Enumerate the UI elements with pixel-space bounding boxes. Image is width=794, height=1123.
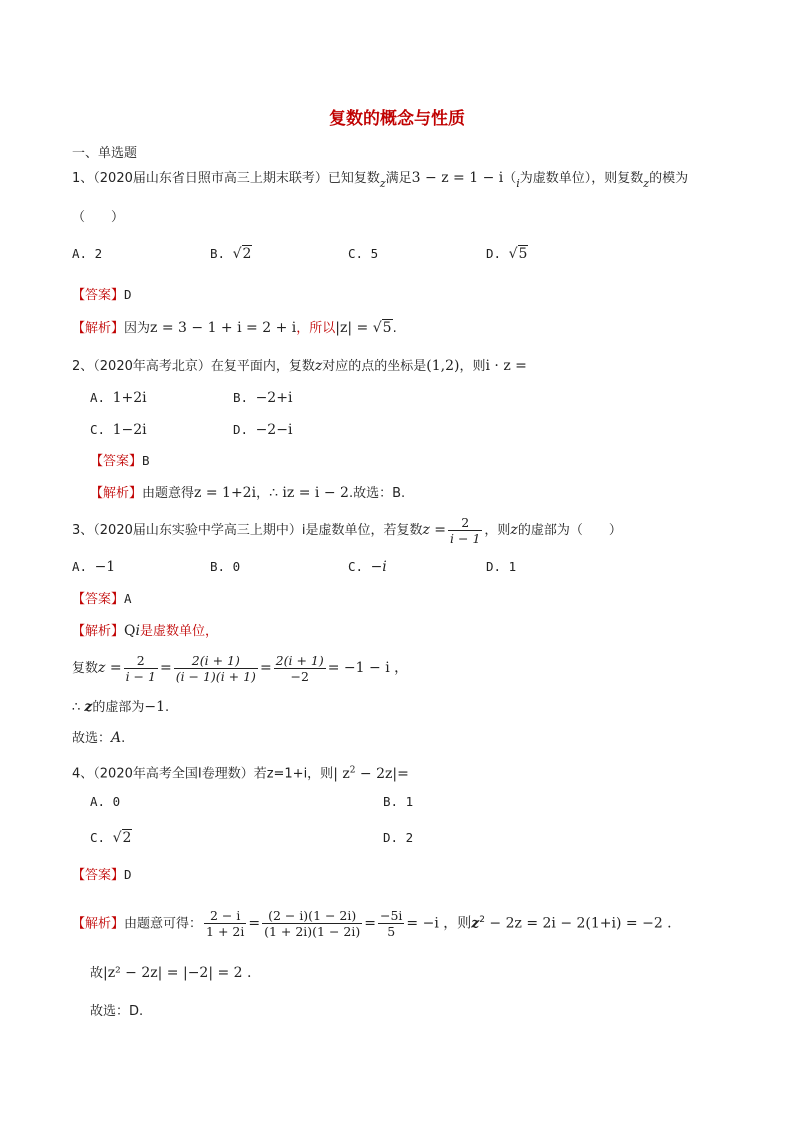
q4-f3-den: 5 xyxy=(378,923,404,939)
q1-i: i xyxy=(516,177,520,190)
q4-line1-sup: 2 xyxy=(479,915,485,925)
q3-answer xyxy=(72,589,132,610)
q4-line1-end: − 2z = 2i − 2(1+i) = −2 . xyxy=(484,915,672,932)
q1-option-c: C. 5 xyxy=(348,246,379,261)
q1-option-b-label: B. xyxy=(210,246,233,261)
q2-analysis-a: 由题意得 xyxy=(142,486,195,501)
q3-line4-a: 故选： xyxy=(72,731,112,746)
q4-answer-value: D xyxy=(124,867,132,882)
q1-suffix: 的模为 xyxy=(649,171,689,186)
q4-analysis-line2 xyxy=(90,963,252,984)
q4-analysis-a: 由题意可得： xyxy=(124,916,203,932)
q2-prefix: 2、（2020年高考北京）在复平面内，复数 xyxy=(72,359,315,374)
q4-option-d: D. 2 xyxy=(383,830,414,845)
q3-line2-end: = −1 − i ， xyxy=(327,660,409,676)
q3-option-c xyxy=(348,557,387,577)
q3-option-a-label: A. xyxy=(72,559,95,574)
q1-answer-value: D xyxy=(124,287,132,302)
q4-f2-num: (2 − i)(1 − 2i) xyxy=(268,908,357,924)
q3-prefix: 3、（2020届山东实验中学高三上期中）i是虚数单位，若复数 xyxy=(72,523,423,538)
q3-line2-frac2 xyxy=(174,653,258,684)
q3-analysis-line2 xyxy=(72,646,408,691)
q3-option-c-value: −i xyxy=(370,559,387,575)
q3-option-d: D. 1 xyxy=(486,559,517,574)
q3-mid: ，则 xyxy=(484,523,511,538)
question-2 xyxy=(72,356,527,377)
q4-f1-den: 1 + 2i xyxy=(206,924,245,940)
q2-option-a-label: A. xyxy=(90,390,113,405)
q4-line1-mid: = −i ，则 xyxy=(406,915,472,932)
analysis-tag: 【解析】 xyxy=(72,321,125,336)
q1-option-d xyxy=(486,244,528,264)
q3-analysis-i: i xyxy=(135,623,140,639)
q3-answer-value: A xyxy=(124,591,132,606)
analysis-tag: 【解析】 xyxy=(90,486,143,501)
q3-eq-2: = xyxy=(259,660,272,676)
q4-option-a: A. 0 xyxy=(90,794,121,809)
q2-option-d xyxy=(233,420,292,440)
q1-option-d-label: D. xyxy=(486,246,509,261)
q4-line2-abs: |z² − 2z| = |−2| = 2 . xyxy=(103,965,252,981)
q2-option-b xyxy=(233,388,292,408)
question-1 xyxy=(72,168,688,189)
q3-analysis-line3 xyxy=(72,697,169,718)
q1-analysis xyxy=(72,318,397,339)
q2-expr: i · z = xyxy=(485,358,527,374)
q4-eq-2: = xyxy=(364,915,376,932)
q1-mid: 满足 xyxy=(385,171,412,186)
answer-tag: 【答案】 xyxy=(72,288,125,303)
q1-answer xyxy=(72,285,132,306)
q3-f3-num: 2(i + 1) xyxy=(275,653,324,668)
q3-option-a xyxy=(72,557,115,577)
q3-option-b: B. 0 xyxy=(210,559,241,574)
q4-option-c xyxy=(90,828,132,848)
q3-line2-lhs: z = xyxy=(98,660,122,676)
q3-line3-z: z xyxy=(84,699,93,715)
q4-analysis xyxy=(72,898,672,946)
q4-analysis-line3: 故选：D. xyxy=(90,1004,144,1019)
q2-option-a xyxy=(90,388,147,408)
question-4 xyxy=(72,760,409,785)
q3-line3-mid: 的虚部为 xyxy=(92,700,145,715)
q4-f3-num: −5i xyxy=(379,908,403,924)
q1-analysis-end: . xyxy=(392,321,397,336)
q4-line1-z: z xyxy=(471,915,480,932)
q2-option-d-value: −2−i xyxy=(255,422,293,438)
q4-line2-a: 故 xyxy=(90,966,104,981)
q4-option-c-sqrt: √2 xyxy=(112,830,132,846)
q4-f1-num: 2 − i xyxy=(210,908,241,924)
q2-option-c xyxy=(90,420,147,440)
q3-analysis xyxy=(72,621,218,642)
q3-frac-num: 2 xyxy=(461,515,470,530)
q2-option-a-value: 1+2i xyxy=(112,390,147,406)
q2-answer xyxy=(90,451,150,472)
analysis-tag: 【解析】 xyxy=(72,624,125,639)
q3-f1-num: 2 xyxy=(136,653,145,668)
answer-tag: 【答案】 xyxy=(72,592,125,607)
q2-analysis-c: .故选：B. xyxy=(348,486,406,501)
q1-prefix: 1、（2020届山东省日照市高三上期末联考）已知复数 xyxy=(72,171,380,186)
q1-analysis-sqrt: √5 xyxy=(372,320,392,336)
q3-fraction xyxy=(448,515,482,546)
q4-expr-b: − 2z|= xyxy=(355,765,409,782)
q1-analysis-eq: z = 3 − 1 + i = 2 + i xyxy=(150,320,297,336)
q4-prefix: 4、（2020年高考全国Ⅰ卷理数）若z=1+i，则 xyxy=(72,766,334,782)
q2-suffix: ，则 xyxy=(459,359,486,374)
q1-z-2: z xyxy=(643,177,650,190)
q3-line3-val: −1 xyxy=(144,699,166,715)
q3-analysis-a: 是虚数单位， xyxy=(139,624,218,639)
q3-line4-c: . xyxy=(121,731,126,746)
q4-expr xyxy=(333,766,409,782)
q1-option-b-rad: 2 xyxy=(242,246,252,262)
q3-line3-end: . xyxy=(165,700,170,715)
q4-option-c-rad: 2 xyxy=(122,830,132,846)
q2-option-b-label: B. xyxy=(233,390,256,405)
q1-option-d-sqrt: √5 xyxy=(508,246,528,262)
q3-line4-b: A xyxy=(111,730,122,746)
q4-frac1 xyxy=(204,908,246,939)
q1-analysis-a: 因为 xyxy=(124,321,151,336)
q3-line3-pre: ∴ xyxy=(72,700,81,715)
answer-tag: 【答案】 xyxy=(72,868,125,883)
q3-line2-label: 复数 xyxy=(72,661,99,676)
answer-tag: 【答案】 xyxy=(90,454,143,469)
q3-line2-frac1 xyxy=(124,653,158,684)
q3-frac-den: i − 1 xyxy=(450,531,481,546)
q4-expr-a: | z xyxy=(333,765,350,782)
q4-f2-den: (1 + 2i)(1 − 2i) xyxy=(264,924,361,940)
q2-mid: 对应的点的坐标是 xyxy=(322,359,427,374)
question-3 xyxy=(72,508,622,553)
section-heading: 一、单选题 xyxy=(72,146,138,161)
q1-z: z xyxy=(379,177,386,190)
q1-blank: （ ） xyxy=(72,210,125,225)
q4-frac2 xyxy=(262,908,362,939)
q1-equation: 3 − z = 1 − i xyxy=(411,170,504,186)
q2-analysis-eq2: ∴ iz = i − 2 xyxy=(269,485,349,501)
q3-lhs: z = xyxy=(422,522,447,538)
q4-option-c-label: C. xyxy=(90,830,113,845)
q1-analysis-abs: |z| = xyxy=(335,320,373,336)
q1-option-d-rad: 5 xyxy=(518,246,528,262)
q3-line2-frac3 xyxy=(274,653,326,684)
q3-f2-num: 2(i + 1) xyxy=(191,653,240,668)
q2-option-b-value: −2+i xyxy=(255,390,293,406)
q3-z: z xyxy=(510,522,518,538)
q4-expr-sup: 2 xyxy=(349,765,356,775)
q3-f2-den: (i − 1)(i + 1) xyxy=(175,669,256,684)
q1-paren-open: （ xyxy=(503,171,517,186)
q1-paren-text: 为虚数单位），则复数 xyxy=(519,171,644,186)
q2-option-c-value: 1−2i xyxy=(112,422,147,438)
q3-analysis-line4 xyxy=(72,728,125,749)
q4-answer xyxy=(72,865,132,886)
q1-analysis-b: ，所以 xyxy=(296,321,336,336)
q1-analysis-rad: 5 xyxy=(382,320,392,336)
q4-option-b: B. 1 xyxy=(383,794,414,809)
q3-option-a-value: −1 xyxy=(94,559,116,575)
q2-answer-value: B xyxy=(142,453,150,468)
q3-option-c-label: C. xyxy=(348,559,371,574)
page-title: 复数的概念与性质 xyxy=(329,109,465,129)
q1-option-a: A. 2 xyxy=(72,246,103,261)
q2-z: z xyxy=(314,358,323,374)
q3-eq-1: = xyxy=(159,660,172,676)
q2-option-c-label: C. xyxy=(90,422,113,437)
q4-eq-1: = xyxy=(248,915,261,932)
analysis-tag: 【解析】 xyxy=(72,916,125,932)
q2-analysis-b: ， xyxy=(256,486,270,501)
q3-analysis-q: Q xyxy=(124,623,136,639)
q3-f3-den: −2 xyxy=(274,668,326,684)
q1-option-b xyxy=(210,244,252,264)
q1-option-b-sqrt: √2 xyxy=(232,246,252,262)
q2-point: (1,2) xyxy=(426,358,460,374)
q4-frac3 xyxy=(378,908,404,939)
q2-analysis xyxy=(90,483,405,504)
q2-option-d-label: D. xyxy=(233,422,256,437)
q3-f1-den: i − 1 xyxy=(125,669,156,684)
q2-analysis-eq1: z = 1+2i xyxy=(194,485,257,501)
q3-suffix: 的虚部为（ ） xyxy=(517,523,622,538)
